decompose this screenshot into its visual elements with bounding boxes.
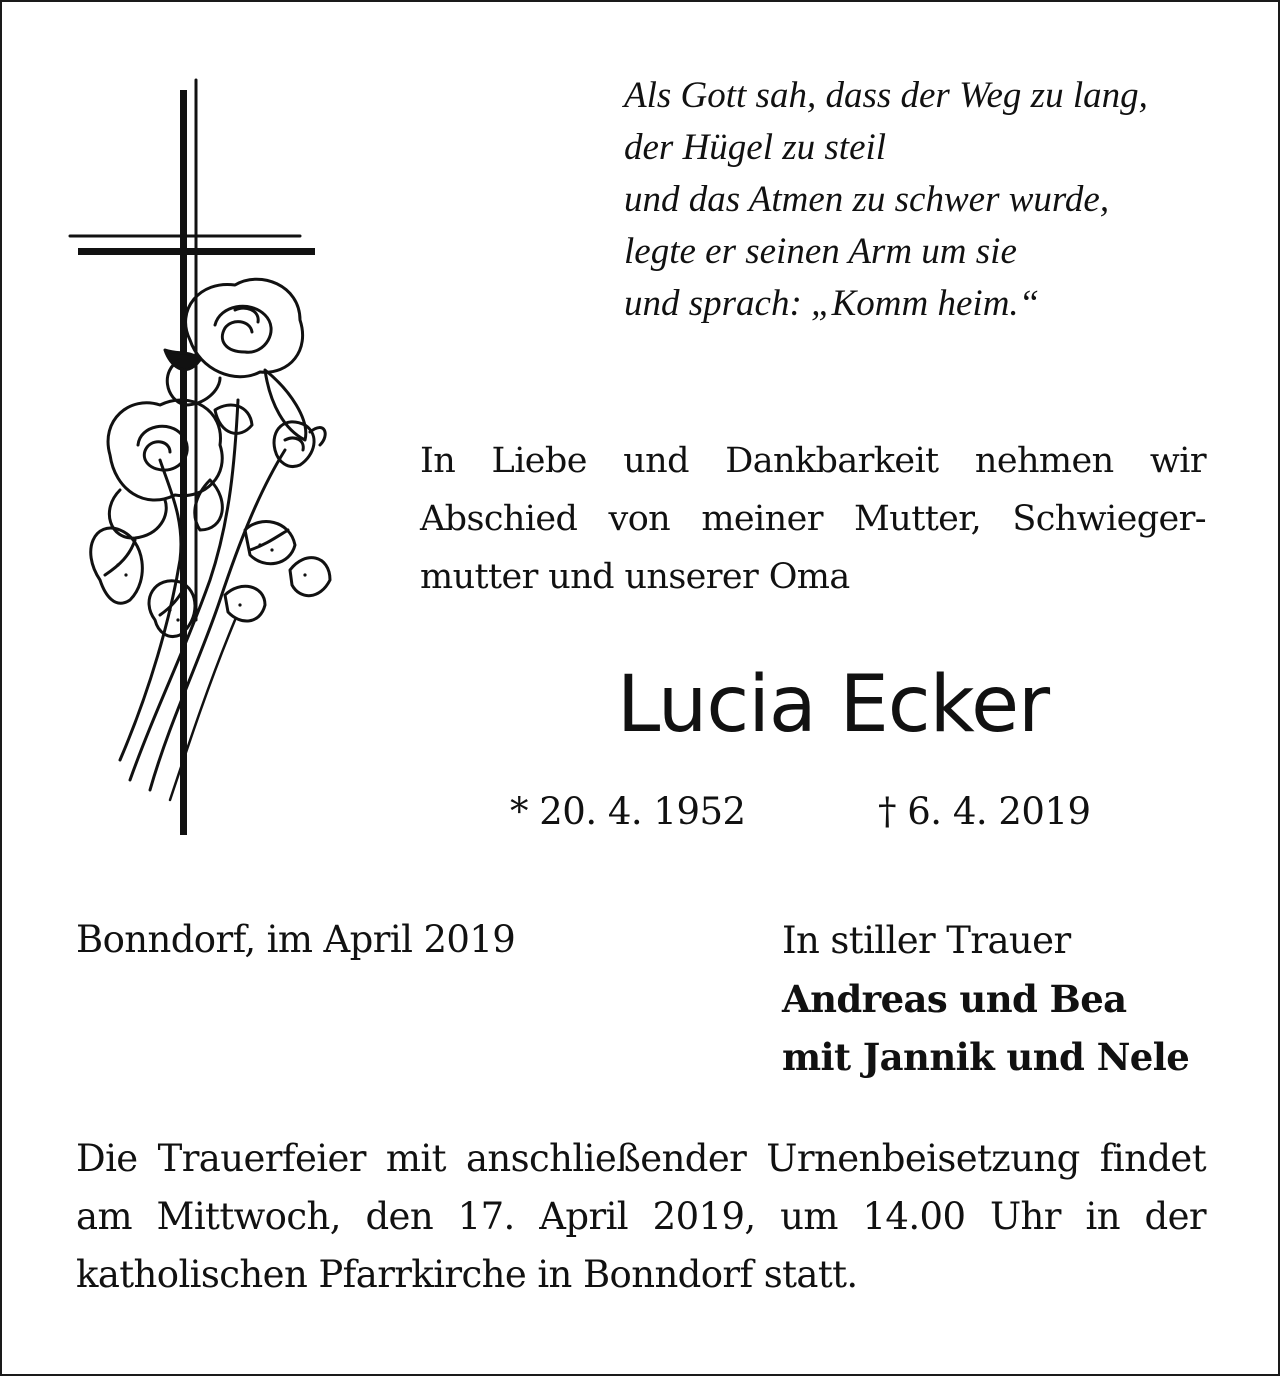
cross-with-roses-icon bbox=[60, 60, 350, 850]
intro-line: Abschied von meiner Mutter, Schwieger- bbox=[420, 499, 1206, 539]
mourner-name: mit Jannik und Nele bbox=[782, 1035, 1190, 1079]
service-announcement bbox=[76, 1130, 1206, 1304]
service-line: katholischen Pfarrkirche in Bonndorf statt. bbox=[76, 1253, 858, 1296]
birth-date: * 20. 4. 1952 bbox=[510, 790, 746, 833]
poem-line: der Hügel zu steil bbox=[624, 127, 887, 168]
mourners-heading: In stiller Trauer bbox=[782, 919, 1071, 962]
mourner-name: Andreas und Bea bbox=[782, 977, 1127, 1021]
poem-line: legte er seinen Arm um sie bbox=[624, 231, 1017, 272]
service-line: Die Trauerfeier mit anschließender Urnenbeisetzung findet bbox=[76, 1137, 1206, 1180]
mourners-block bbox=[782, 912, 1242, 1086]
poem-line: und sprach: „Komm heim.“ bbox=[624, 283, 1040, 324]
place-and-date: Bonndorf, im April 2019 bbox=[76, 918, 516, 961]
poem-line: und das Atmen zu schwer wurde, bbox=[624, 179, 1110, 220]
poem-verse bbox=[624, 70, 1244, 330]
poem-line: Als Gott sah, dass der Weg zu lang, bbox=[624, 75, 1148, 116]
death-date: † 6. 4. 2019 bbox=[878, 790, 1091, 833]
intro-line: In Liebe und Dankbarkeit nehmen wir bbox=[420, 441, 1206, 481]
service-line: am Mittwoch, den 17. April 2019, um 14.00 Uhr in der bbox=[76, 1195, 1206, 1238]
deceased-name: Lucia Ecker bbox=[616, 660, 1050, 750]
intro-text bbox=[420, 432, 1206, 606]
intro-line: mutter und unserer Oma bbox=[420, 557, 850, 597]
